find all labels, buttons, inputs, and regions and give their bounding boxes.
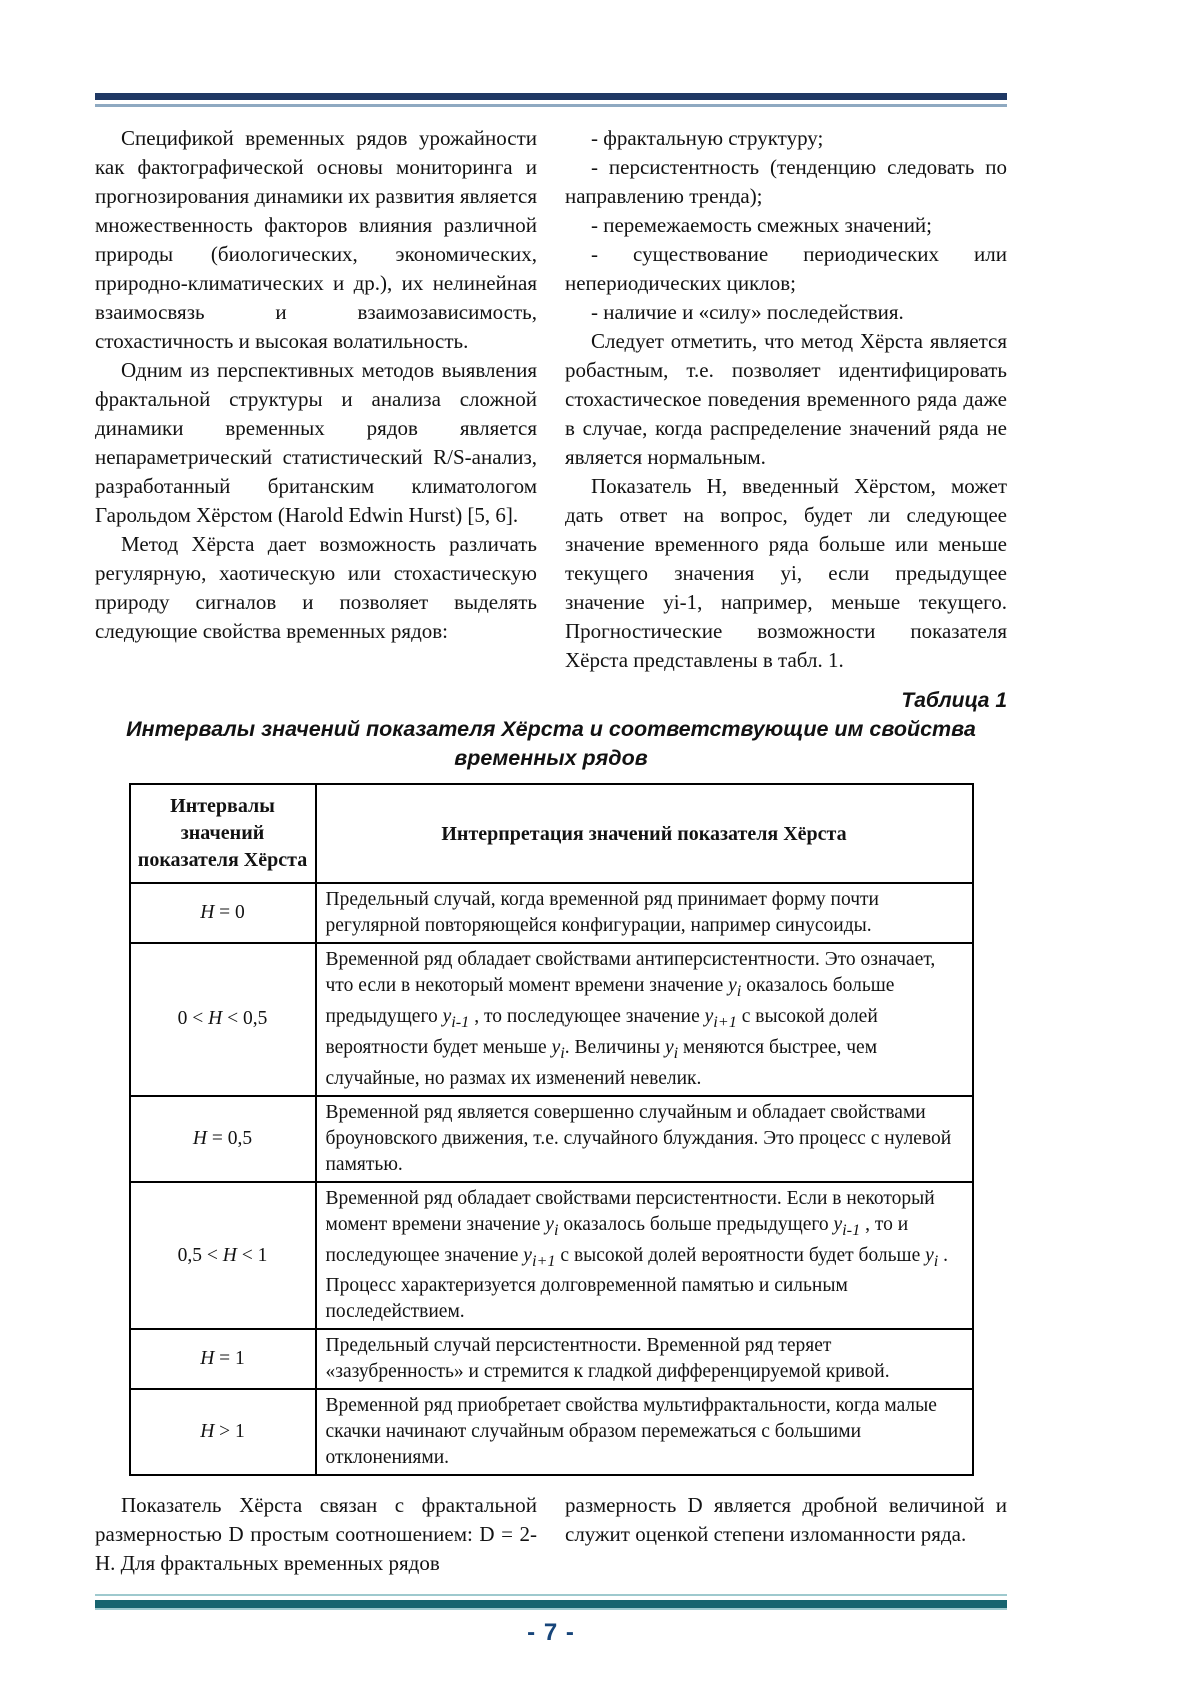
table-row <box>130 1389 973 1475</box>
table-header-row <box>130 784 973 883</box>
hurst-table-body <box>130 883 973 1475</box>
top-text-columns <box>95 124 1007 675</box>
top-rule-thin <box>95 104 1007 107</box>
paragraph-hurst-method: Метод Хёрста дает возможность различать регулярную, хаотическую или стохастическую природу сигналов и позволяет выделять следующие свойства временных рядов: <box>95 532 537 643</box>
list-item-persistence: - персистентность (тенденцию следовать по направлению тренда); <box>565 155 1007 208</box>
interpretation-cell: Временной ряд обладает свойствами персистентности. Если в некоторый момент времени значение $y_i$ оказалось больше предыдущего $y_{i-1}$ , то и последующее значение $y_{i+1}$ с высокой долей вероятности будет больше $y_i$ . Процесс характеризуется долговременной памятью и сильным последействием. <box>316 1182 973 1330</box>
interval-cell: H = 0 <box>130 883 316 943</box>
bottom-left-column <box>95 1491 537 1578</box>
bottom-text-columns <box>95 1491 1007 1578</box>
list-item-intermittency: - перемежаемость смежных значений; <box>591 213 933 237</box>
top-right-column <box>565 124 1007 675</box>
interval-cell: 0 < H < 0,5 <box>130 943 316 1096</box>
bottom-rule-thick <box>95 1600 1007 1608</box>
bottom-right-column <box>565 1491 1007 1578</box>
paragraph-robustness: Следует отметить, что метод Хёрста является робастным, т.е. позволяет идентифицировать стохастическое поведения временного ряда даже в случае, когда распределение значений ряда не является нормальным. <box>565 329 1007 469</box>
table-caption: Таблица 1 <box>901 689 1007 712</box>
header-interpretation: Интерпретация значений показателя Хёрста <box>316 784 973 883</box>
paragraph-h-indicator: Показатель H, введенный Хёрстом, может дать ответ на вопрос, будет ли следующее значение временного ряда больше или меньше текущего значения yi, если предыдущее значение yi-1, например, меньше текущего. Прогностические возможности показателя Хёрста представлены в табл. 1. <box>565 474 1007 672</box>
interval-cell: 0,5 < H < 1 <box>130 1182 316 1330</box>
interval-cell: H = 1 <box>130 1329 316 1389</box>
page-number: - 7 - <box>527 1619 575 1647</box>
interpretation-cell: Предельный случай персистентности. Временной ряд теряет «зазубренность» и стремится к гладкой дифференцируемой кривой. <box>316 1329 973 1389</box>
top-rule-thick <box>95 93 1007 100</box>
paragraph-fractal-dimension: Показатель Хёрста связан с фрактальной размерностью D простым соотношением: D = 2-H. Для фрактальных временных рядов <box>95 1493 537 1576</box>
list-item-fractal-structure: - фрактальную структуру; <box>591 126 824 150</box>
top-left-column <box>95 124 537 675</box>
table-title: Интервалы значений показателя Хёрста и соответствующие им свойства временных рядов <box>126 717 976 770</box>
bottom-rule <box>95 1594 1007 1610</box>
list-item-aftereffect: - наличие и «силу» последействия. <box>591 300 904 324</box>
interpretation-cell: Временной ряд обладает свойствами антиперсистентности. Это означает, что если в некоторый момент времени значение $y_i$ оказалось больше предыдущего $y_{i-1}$ , то последующее значение $y_{i+1}$ с высокой долей вероятности будет меньше $y_i$. Величины $y_i$ меняются быстрее, чем случайные, но размах их изменений невелик. <box>316 943 973 1096</box>
interpretation-cell: Временной ряд приобретает свойства мультифрактальности, когда малые скачки начинают случайным образом перемежаться с большими отклонениями. <box>316 1389 973 1475</box>
table-row <box>130 1096 973 1182</box>
interval-cell: H = 0,5 <box>130 1096 316 1182</box>
hurst-table <box>129 783 974 1476</box>
interval-cell: H > 1 <box>130 1389 316 1475</box>
table-row <box>130 943 973 1096</box>
table-row <box>130 1329 973 1389</box>
paragraph-rs-analysis: Одним из перспективных методов выявления фрактальной структуры и анализа сложной динамики временных рядов является непараметрический статистический R/S-анализ, разработанный британским климатологом Гарольдом Хёрстом (Harold Edwin Hurst) [5, 6]. <box>95 358 537 527</box>
bottom-rule-thin-bottom <box>95 1608 1007 1610</box>
interpretation-cell: Предельный случай, когда временной ряд принимает форму почти регулярной повторяющейся конфигурации, например синусоиды. <box>316 883 973 943</box>
header-intervals: Интервалы значений показателя Хёрста <box>130 784 316 883</box>
table-row <box>130 1182 973 1330</box>
paragraph-dimension-d: размерность D является дробной величиной и служит оценкой степени изломанности ряда. <box>565 1493 1007 1547</box>
interpretation-cell: Временной ряд является совершенно случайным и обладает свойствами броуновского движения, т.е. случайного блуждания. Это процесс с нулевой памятью. <box>316 1096 973 1182</box>
list-item-cycles: - существование периодических или непериодических циклов; <box>565 242 1007 295</box>
paragraph-specifics: Спецификой временных рядов урожайности как фактографической основы мониторинга и прогнозирования динамики их развития является множественность факторов влияния различной природы (биологических, экономических, природно-климатических и др.), их нелинейная взаимосвязь и взаимозависимость, стохастичность и высокая волатильность. <box>95 126 537 353</box>
hurst-table-head <box>130 784 973 883</box>
page-content <box>95 0 1007 1647</box>
table-row <box>130 883 973 943</box>
